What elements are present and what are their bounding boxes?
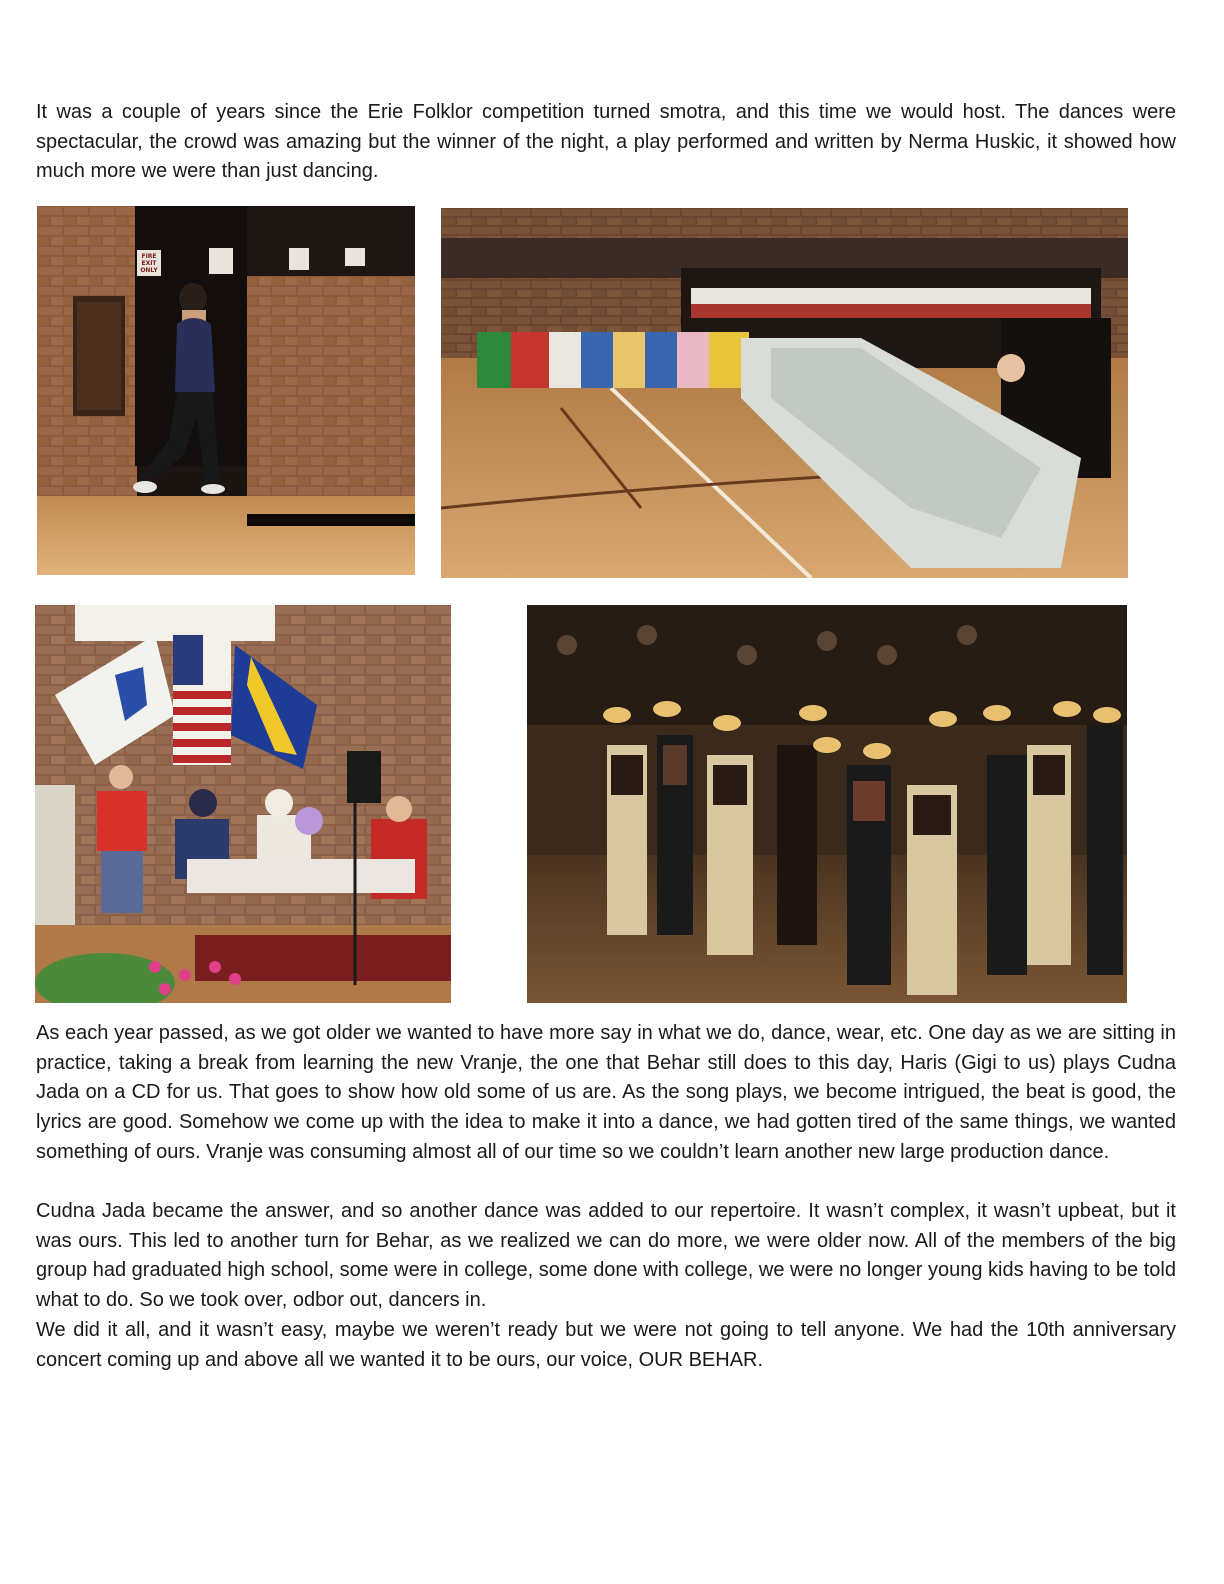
sign-word-3: ONLY <box>140 267 158 274</box>
story-paragraph-3: We did it all, and it wasn’t easy, maybe we weren’t ready but we were not going to tell anyone. We had the 10th anniversary concert coming up and above all we wanted it to be ours, our voice, OUR BEHAR. <box>36 1319 1176 1371</box>
story-paragraph-1: As each year passed, as we got older we wanted to have more say in what we do, dance, wear, etc. One day as we are sitting in practice, taking a break from learning the new Vranje, the one that Behar still does to this day, Haris (Gigi to us) plays Cudna Jada on a CD for us. That goes to show how old some of us are. As the song plays, we become intrigued, the beat is good, the lyrics are good. Somehow we come up with the idea to make it into a dance, we had gotten tired of the same things, we wanted something of ours. Vranje was consuming almost all of our time so we couldn’t learn another new large production dance. <box>36 1022 1176 1163</box>
photo-bread-dance <box>527 605 1127 1003</box>
story-paragraph-2: Cudna Jada became the answer, and so another dance was added to our repertoire. It wasn’t complex, it wasn’t upbeat, but it was ours. This led to another turn for Behar, as we realized we can do more, we were older now. All of the members of the big group had graduated high school, some were in college, some done with college, we were no longer young kids having to be told what to do. So we took over, odbor out, dancers in. <box>36 1200 1176 1312</box>
sign-word-1: FIRE <box>141 253 157 260</box>
photo-dancers-line <box>441 208 1128 578</box>
photo-stage-play <box>35 605 451 1003</box>
intro-paragraph: It was a couple of years since the Erie Folklor competition turned smotra, and this time we would host. The dances were spectacular, the crowd was amazing but the winner of the night, a play performed and written by Nerma Huskic, it showed how much more we were than just dancing. <box>36 101 1176 183</box>
photo-skit-performer <box>37 206 415 575</box>
sign-word-2: EXIT <box>141 260 157 267</box>
